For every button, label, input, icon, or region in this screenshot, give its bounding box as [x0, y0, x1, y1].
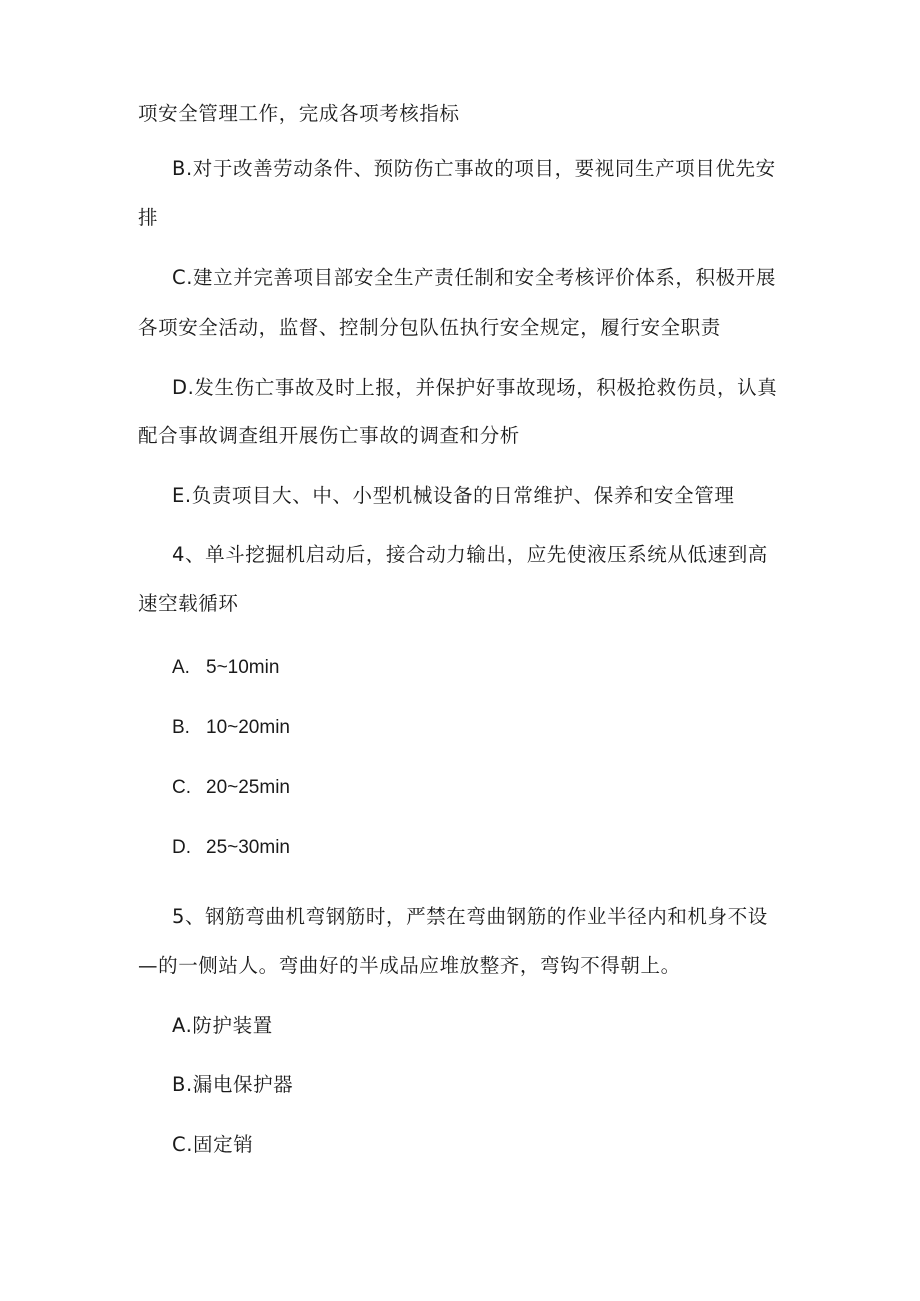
option-letter: B.: [172, 717, 190, 738]
q4-option-a: [172, 655, 279, 681]
text-line: 各项安全活动，监督、控制分包队伍执行安全规定，履行安全职责: [138, 316, 721, 339]
option-letter: D.: [172, 837, 191, 858]
option-text: 25~30min: [206, 837, 290, 858]
option-text: 10~20min: [206, 717, 290, 738]
question-5-line: 5、钢筋弯曲机弯钢筋时，严禁在弯曲钢筋的作业半径内和机身不设: [172, 905, 768, 928]
q5-option-c: C.固定销: [172, 1133, 254, 1156]
q4-option-c: [172, 775, 290, 801]
option-text: 5~10min: [206, 657, 280, 678]
text-line: —的一侧站人。弯曲好的半成品应堆放整齐，弯钩不得朝上。: [138, 954, 681, 977]
option-b-line: B.对于改善劳动条件、预防伤亡事故的项目，要视同生产项目优先安: [172, 157, 776, 180]
option-letter: C.: [172, 777, 191, 798]
q4-option-b: [172, 715, 290, 741]
option-e-line: E.负责项目大、中、小型机械设备的日常维护、保养和安全管理: [172, 484, 735, 507]
text-line: 项安全管理工作，完成各项考核指标: [138, 102, 460, 125]
text-line: 排: [138, 206, 159, 229]
q5-option-a: A.防护装置: [172, 1014, 273, 1037]
q4-option-d: [172, 835, 290, 861]
text-line: 速空载循环: [138, 592, 239, 615]
text-line: 配合事故调查组开展伤亡事故的调查和分析: [138, 424, 520, 447]
q5-option-b: B.漏电保护器: [172, 1073, 294, 1096]
question-4-line: 4、单斗挖掘机启动后，接合动力输出，应先使液压系统从低速到高: [172, 543, 768, 566]
option-letter: A.: [172, 657, 190, 678]
option-d-line: D.发生伤亡事故及时上报，并保护好事故现场，积极抢救伤员，认真: [172, 376, 778, 399]
option-c-line: C.建立并完善项目部安全生产责任制和安全考核评价体系，积极开展: [172, 266, 776, 289]
option-text: 20~25min: [206, 777, 290, 798]
